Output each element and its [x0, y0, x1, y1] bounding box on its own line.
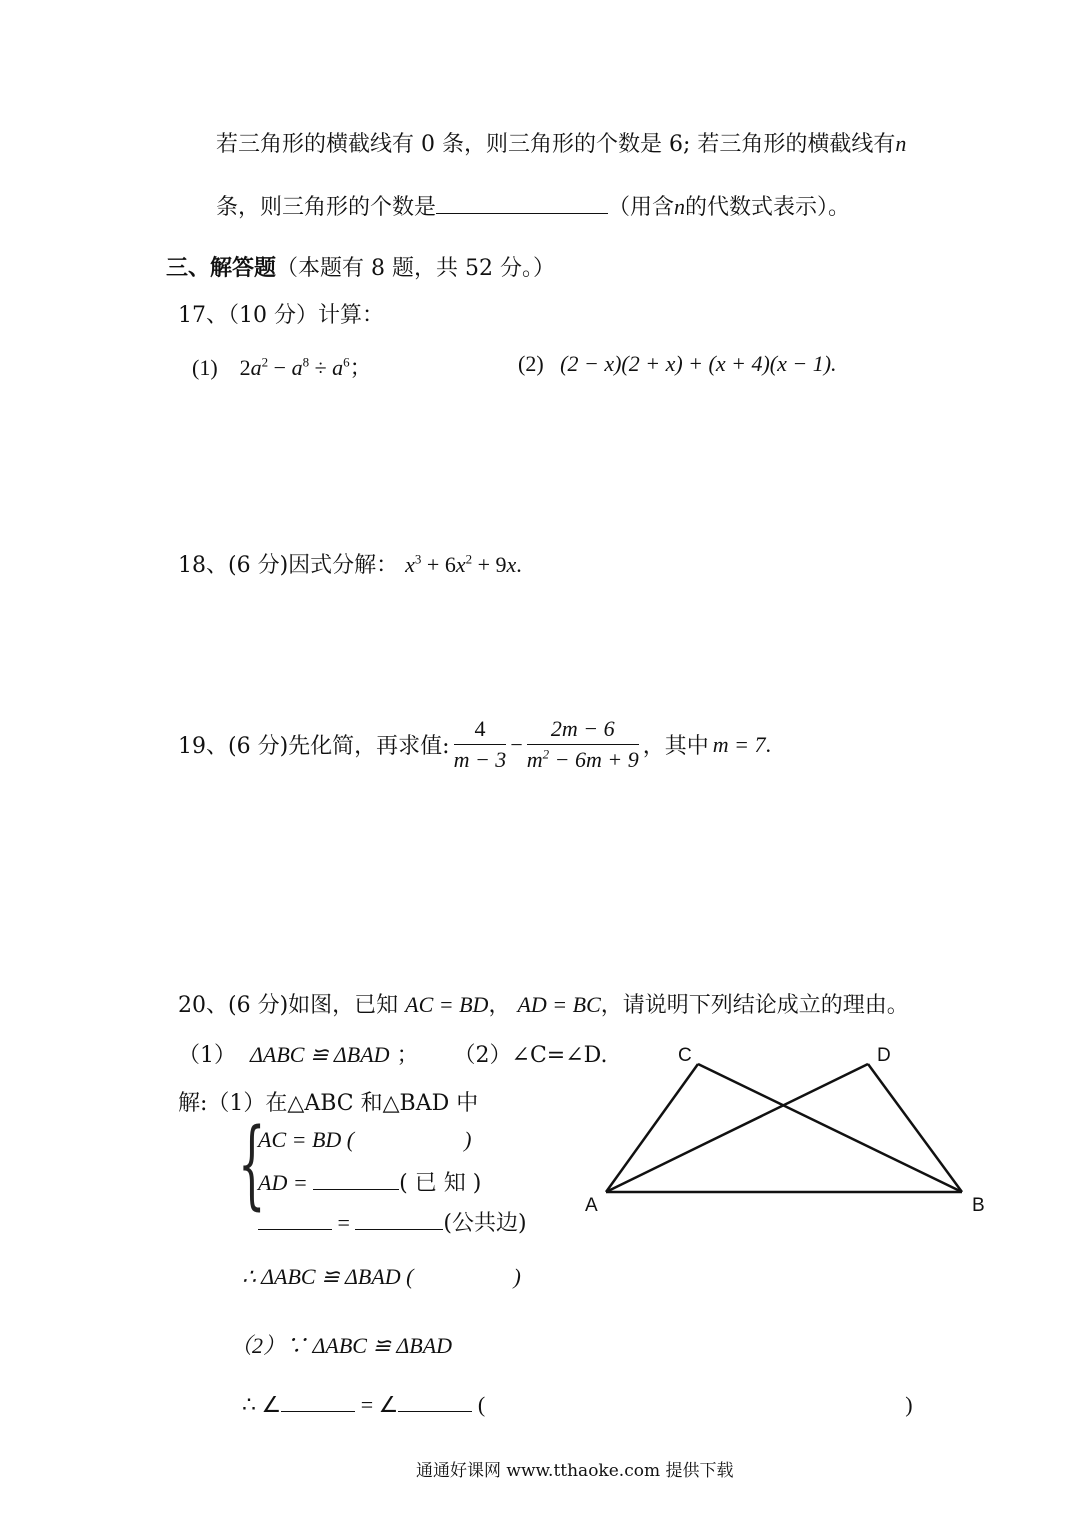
q16-line2-var: n [674, 194, 686, 219]
q19-f2-den: $m^2 - 6m + 9$ [526, 746, 639, 772]
label-c: C [678, 1045, 692, 1066]
q17-p2-expr: (2 − x)(2 + x) + (x + 4)(x − 1). [560, 351, 837, 376]
q19-f1-num: 4 [454, 716, 507, 745]
q17-head: 17、（10 分）计算： [178, 303, 384, 328]
q19-minus: − [510, 731, 523, 757]
section3-header [166, 251, 555, 282]
q19-f1-den: m − 3 [453, 747, 507, 772]
section3-note: （本题有 8 题，共 52 分。） [276, 256, 555, 281]
q17-part1 [192, 351, 372, 382]
q16-line2-a: 条，则三角形的个数是 [216, 195, 437, 220]
q20-row2-blank[interactable] [313, 1171, 399, 1190]
q17-p1-label: (1) [192, 355, 218, 380]
q19-tail: ，其中 [642, 734, 709, 759]
q16-line2-b: （用含 [608, 195, 675, 220]
footer: 通通好课网 www.tthaoke.com 提供下载 [416, 1461, 734, 1481]
q20-p2: （2）∠C=∠D. [453, 1043, 608, 1068]
q20-row3: = (公共边) [258, 1206, 527, 1237]
q20-solution-head: 解:（1）在△ABC 和△BAD 中 [178, 1091, 479, 1116]
q20-conclusion: ∴ ΔABC ≌ ΔBAD ( ) [242, 1264, 521, 1289]
q20-cond1: AC = BD [405, 992, 489, 1017]
q17-p1-expr: $2a^2 - a^8 \div a^6$； [239, 354, 372, 380]
q19 [178, 716, 771, 773]
q18-expr: $x^3 + 6x^2 + 9x$. [405, 551, 522, 577]
q20-p1-expr: ΔABC ≌ ΔBAD [250, 1042, 390, 1067]
q17-p2-label: (2) [518, 351, 544, 376]
label-b: B [972, 1195, 985, 1216]
q20-last-line: ∴ ∠ = ∠ ( ) [242, 1392, 913, 1417]
q20-row2: AD = ( 已 知 ) [258, 1170, 482, 1196]
q16-line2-c: 的代数式表示）。 [685, 195, 851, 220]
q16-line1-text: 若三角形的横截线有 0 条，则三角形的个数是 6; 若三角形的横截线有 [216, 132, 896, 157]
q20-cond2: AD = BC [517, 992, 601, 1017]
segment-ac [606, 1064, 698, 1192]
label-a: A [585, 1195, 598, 1216]
q18 [178, 548, 522, 579]
q20-sep: ， [488, 993, 511, 1018]
q17-part2 [518, 351, 837, 377]
segment-db [868, 1064, 962, 1192]
q19-cond: m = 7 [712, 731, 766, 757]
q16-line1 [216, 127, 906, 158]
q20-p1: （1） [178, 1043, 236, 1068]
q20-row3-blank-1[interactable] [258, 1211, 332, 1230]
q20-angle-blank-2[interactable] [398, 1393, 472, 1412]
q20-row3-blank-2[interactable] [355, 1211, 443, 1230]
q20-head-b: ，请说明下列结论成立的理由。 [600, 993, 909, 1018]
q19-fraction-2 [527, 716, 639, 773]
left-brace: { [238, 1108, 266, 1220]
q20-head [178, 988, 909, 1019]
q20-head-a: 20、(6 分)如图，已知 [178, 993, 399, 1018]
q20-parts [178, 1038, 608, 1069]
q19-end: . [765, 731, 771, 757]
q20-p1-end: ； [389, 1043, 419, 1068]
q18-head: 18、(6 分)因式分解： [178, 553, 399, 578]
label-d: D [877, 1045, 891, 1066]
q19-f2-num: 2m − 6 [527, 716, 639, 745]
q19-head: 19、(6 分)先化简，再求值: [178, 734, 450, 759]
q20-angle-blank-1[interactable] [281, 1393, 355, 1412]
q16-answer-blank[interactable] [436, 195, 608, 214]
q20-row1: AC = BD ( ) [258, 1127, 472, 1152]
section3-title: 三、解答题 [166, 255, 277, 281]
triangle-figure [570, 1030, 1000, 1230]
q16-line2 [216, 190, 850, 221]
q16-var-n: n [895, 131, 907, 156]
q20-part2-solution: （2）∵ ΔABC ≌ ΔBAD [230, 1333, 453, 1358]
q19-fraction-1 [454, 716, 507, 773]
